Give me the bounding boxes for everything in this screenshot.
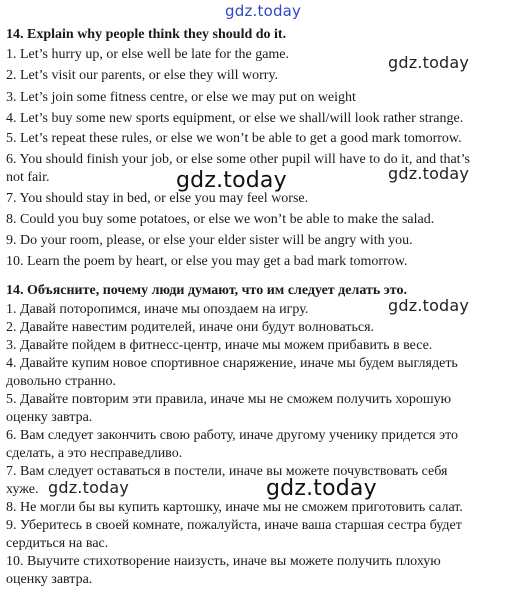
english-line: 5. Let’s repeat these rules, or else we won’t be able to get a good mark tomorrow. bbox=[6, 131, 462, 146]
english-heading: 14. Explain why people think they should do it. bbox=[6, 27, 287, 42]
watermark: gdz.today bbox=[266, 476, 377, 501]
english-line: 6. You should finish your job, or else some other pupil will have to do it, and that’s bbox=[6, 152, 470, 167]
russian-line: 7. Вам следует оставаться в постели, иначе вы можете почувствовать себя bbox=[6, 464, 448, 479]
russian-line: довольно странно. bbox=[6, 374, 117, 389]
russian-line: 10. Выучите стихотворение наизусть, иначе вы можете получить плохую bbox=[6, 554, 441, 569]
russian-line: 8. Не могли бы вы купить картошку, иначе мы не сможем приготовить салат. bbox=[6, 500, 463, 515]
russian-line: 4. Давайте купим новое спортивное снаряжение, иначе мы будем выглядеть bbox=[6, 356, 458, 371]
russian-line: сделать, а это несправедливо. bbox=[6, 446, 183, 461]
russian-line: 1. Давай поторопимся, иначе мы опоздаем на игру. bbox=[6, 302, 309, 317]
watermark: gdz.today bbox=[48, 478, 130, 497]
russian-line: хуже. bbox=[6, 482, 39, 497]
english-line: 8. Could you buy some potatoes, or else we won’t be able to make the salad. bbox=[6, 212, 435, 227]
russian-line: сердиться на вас. bbox=[6, 536, 109, 551]
english-line: 1. Let’s hurry up, or else well be late for the game. bbox=[6, 47, 290, 62]
english-line: 9. Do your room, please, or else your elder sister will be angry with you. bbox=[6, 233, 413, 248]
russian-heading: 14. Объясните, почему люди думают, что им следует делать это. bbox=[6, 283, 407, 298]
english-line: 10. Learn the poem by heart, or else you may get a bad mark tomorrow. bbox=[6, 254, 408, 269]
watermark: gdz.today bbox=[176, 168, 287, 193]
russian-line: 9. Уберитесь в своей комнате, пожалуйста, иначе ваша старшая сестра будет bbox=[6, 518, 462, 533]
watermark: gdz.today bbox=[225, 2, 302, 20]
russian-line: 5. Давайте повторим эти правила, иначе мы не сможем получить хорошую bbox=[6, 392, 452, 407]
russian-line: 3. Давайте пойдем в фитнесс-центр, иначе мы можем прибавить в весе. bbox=[6, 338, 433, 353]
english-line: 7. You should stay in bed, or else you may feel worse. bbox=[6, 191, 309, 206]
russian-line: 6. Вам следует закончить свою работу, иначе другому ученику придется это bbox=[6, 428, 459, 443]
watermark: gdz.today bbox=[388, 296, 470, 315]
russian-line: оценку завтра. bbox=[6, 572, 93, 587]
watermark: gdz.today bbox=[388, 164, 470, 183]
english-line: 4. Let’s buy some new sports equipment, or else we shall/will look rather strange. bbox=[6, 111, 464, 126]
english-line: 3. Let’s join some fitness centre, or else we may put on weight bbox=[6, 90, 356, 105]
russian-line: 2. Давайте навестим родителей, иначе они будут волноваться. bbox=[6, 320, 375, 335]
english-line: not fair. bbox=[6, 170, 50, 185]
russian-line: оценку завтра. bbox=[6, 410, 93, 425]
english-line: 2. Let’s visit our parents, or else they will worry. bbox=[6, 68, 279, 83]
watermark: gdz.today bbox=[388, 53, 470, 72]
